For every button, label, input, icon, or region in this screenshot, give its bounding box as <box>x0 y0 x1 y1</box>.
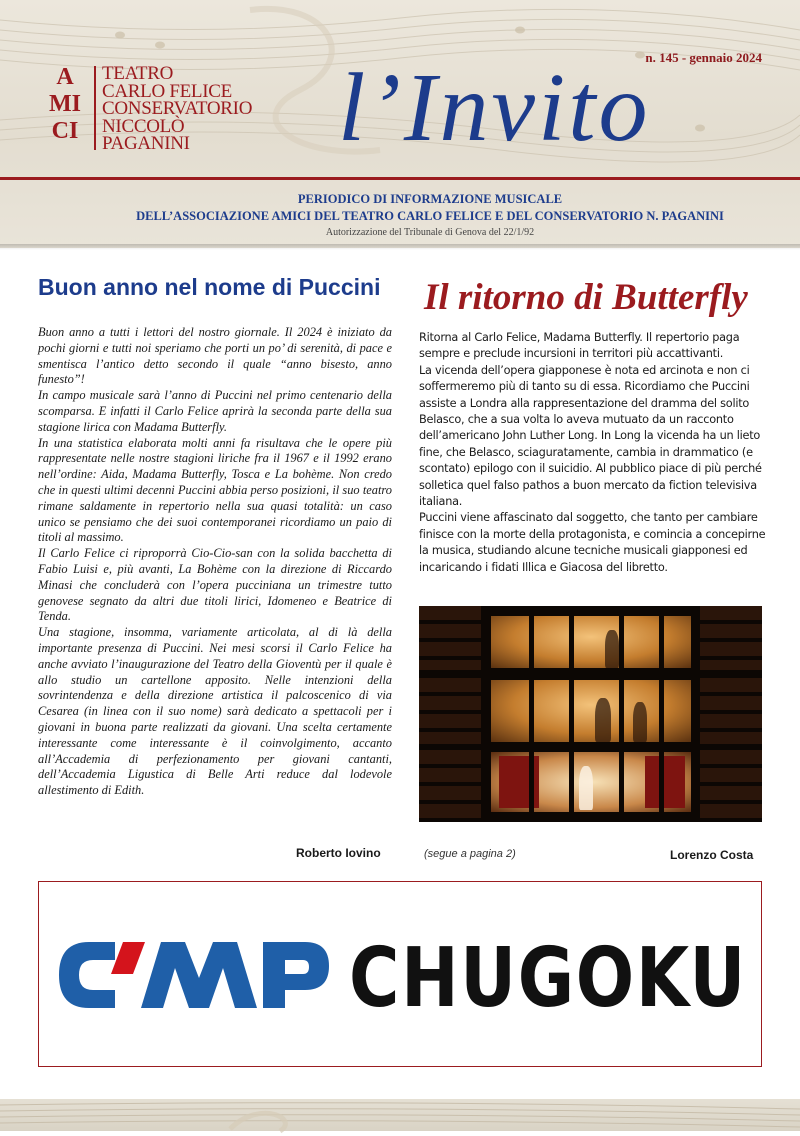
stage-post <box>619 606 624 822</box>
article-paragraph: Una stagione, insomma, variamente articolata, al di là della importante presenza di Puccini. Nei mesi scorsi il Carlo Felice ha anche avviato l’inaugurazione del Teatro della Gioventù per il quale è allo studio un cartellone apposito. Nelle intenzioni della sovrintendenza e della direzione artistica il palcoscenico di via Cesarea (in linea con il suo nome) sarà dedicato a spettacoli per i giovani in buona parte realizzati da giovani. Una scelta certamente interessante come interessante è il coinvolgimento, accanto all’Accademia di perfezionamento per giovani cantanti, dell’Accademia Ligustica di Belle Arti reduce dal lodevole allestimento di Edith. <box>38 625 392 798</box>
amici-letter: A <box>56 64 74 90</box>
advertisement-box <box>38 881 762 1067</box>
left-article-body <box>38 325 392 799</box>
chugoku-logo <box>349 931 749 1026</box>
newsletter-logo-title: l’Invito <box>338 54 651 162</box>
institution-line: CARLO FELICE <box>102 80 232 102</box>
institution-line: NICCOLÒ <box>102 115 185 137</box>
masthead-subtitle: DELL’ASSOCIAZIONE AMICI DEL TEATRO CARLO FELICE E DEL CONSERVATORIO N. PAGANINI <box>136 209 724 223</box>
stage-figure <box>595 698 611 742</box>
left-article-title: Buon anno nel nome di Puccini <box>38 274 381 300</box>
stage-post <box>529 606 534 822</box>
authorization-note: Autorizzazione del Tribunale di Genova del 22/1/92 <box>325 227 535 238</box>
stage-beam <box>419 670 762 675</box>
article-paragraph: Il Carlo Felice ci riproporrà Cio-Cio-san con la solida bacchetta di Fabio Luisi e, più avanti, La Bohème con la direzione di Riccardo Minasi che concluderà con l’opera pucciniana un trimestre tutto genovese segnato da altri due titoli lirici, Idomeneo e Beatrice di Tenda. <box>38 546 392 624</box>
opera-stage-photo <box>419 606 762 822</box>
article-paragraph: Ritorna al Carlo Felice, Madama Butterfly. Il repertorio paga sempre e preclude incursioni in territori più accattivanti. <box>419 331 740 361</box>
institution-names <box>102 65 272 153</box>
continued-note: (segue a pagina 2) <box>424 848 516 860</box>
right-article-body <box>419 330 771 576</box>
masthead-subtitle: PERIODICO DI INFORMAZIONE MUSICALE <box>297 192 563 206</box>
footer-decoration <box>0 1099 800 1131</box>
masthead-divider <box>0 177 800 180</box>
right-article-author: Lorenzo Costa <box>670 848 754 862</box>
issue-number: n. 145 - gennaio 2024 <box>645 50 762 65</box>
stage-figure <box>579 766 593 810</box>
amici-letter: MI <box>49 91 81 117</box>
masthead-shadow <box>0 244 800 250</box>
article-paragraph: Puccini viene affascinato dal soggetto, che tanto per cambiare finisce con la morte della protagonista, e comincia a concepirne la musica, studiando alcune tecniche musicali giapponesi ed incaricando i fidati Illica e Giacosa del libretto. <box>419 511 766 574</box>
stage-beam <box>419 744 762 749</box>
stage-side-panel <box>419 606 481 822</box>
institution-line: CONSERVATORIO <box>102 98 253 119</box>
article-paragraph: In una statistica elaborata molti anni fa risultava che le opere più rappresentate nelle nostre stagioni liriche fra il 1967 e il 1992 erano nell’ordine: Aida, Madama Butterfly, Tosca e La bohème. Non credo che in questi ultimi decenni Puccini abbia perso posizioni, il suo teatro rimane saldamente in repertorio nella sua quasi totalità: un caso unico se pensiamo che dei suoi contemporanei ricordiamo un paio di titoli al massimo. <box>38 435 392 545</box>
article-paragraph: Buon anno a tutti i lettori del nostro giornale. Il 2024 è iniziato da pochi giorni e tutti noi speriamo che porti un po’ di serenità, di pace e smentisca l’antico detto secondo il quale “anno bisesto, anno funesto”! <box>38 325 392 387</box>
amici-divider <box>94 66 96 150</box>
institution-line: TEATRO <box>102 63 174 84</box>
chugoku-wordmark: CHUGOKU <box>349 931 747 1026</box>
institution-line: PAGANINI <box>102 133 190 154</box>
stage-post <box>569 606 574 822</box>
music-staff-decoration <box>0 1099 800 1131</box>
article-paragraph: La vicenda dell’opera giapponese è nota ed arcinota e non ci soffermeremo più di tanto su di essa. Ricordiamo che Puccini assiste a Londra alla rappresentazione del dramma del solito Belasco, che a sua volta lo aveva mutuato da un racconto dell’americano John Luther Long. In Long la vicenda ha un lieto fine, che Belasco, sciaguratamente, cambia in drammatico (e scontato) epilogo con il suicidio. Al pubblico piace di più perché solletica quel falso pathos a buon mercato da fiction televisiva italiana. <box>419 363 762 509</box>
amici-letters <box>40 64 90 145</box>
stage-figure <box>633 702 647 742</box>
amici-logo <box>40 64 270 154</box>
stage-post <box>659 606 664 822</box>
stage-side-panel <box>700 606 762 822</box>
right-article-title: Il ritorno di Butterfly <box>424 277 748 318</box>
article-paragraph: In campo musicale sarà l’anno di Puccini nel primo centenario della scomparsa. E infatti il Carlo Felice aprirà la seconda parte della sua stagione lirica con Madama Butterfly. <box>38 388 392 434</box>
masthead <box>0 0 800 248</box>
left-article-author: Roberto Iovino <box>296 846 381 860</box>
red-panel <box>645 756 685 808</box>
cmp-logo <box>53 934 333 1016</box>
amici-letter: CI <box>51 118 79 144</box>
stage-figure <box>605 630 619 668</box>
